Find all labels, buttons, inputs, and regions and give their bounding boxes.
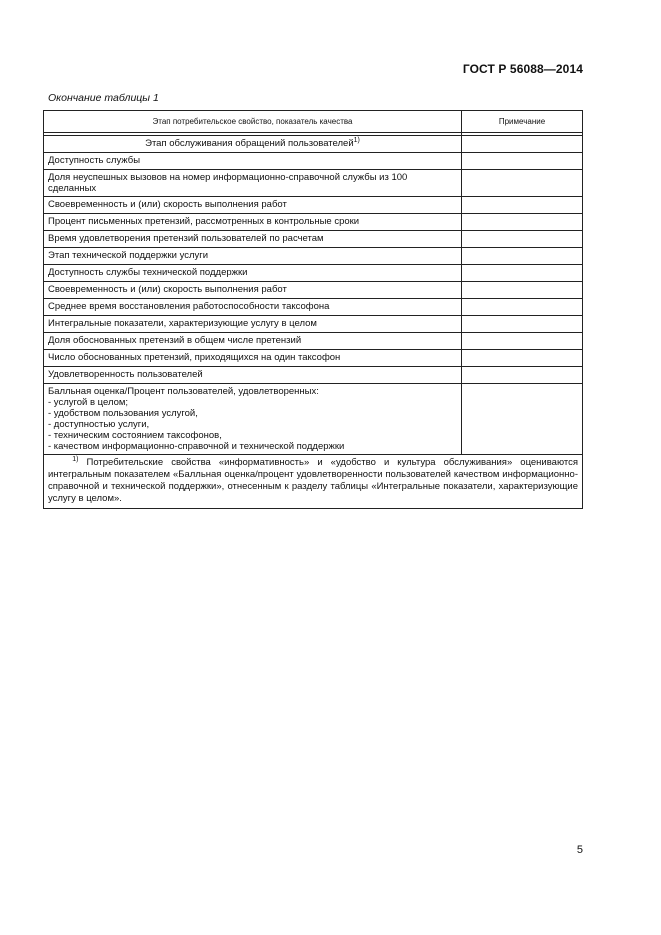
- row-label: Процент письменных претензий, рассмотренных в контрольные сроки: [44, 214, 462, 231]
- note-cell: [462, 197, 583, 214]
- note-cell: [462, 282, 583, 299]
- footnote-ref: 1): [353, 136, 360, 144]
- row-label: Доступность службы технической поддержки: [44, 265, 462, 282]
- note-cell: [462, 316, 583, 333]
- note-cell: [462, 384, 583, 455]
- table-row: [44, 384, 583, 455]
- table-row: [44, 299, 583, 316]
- note-cell: [462, 367, 583, 384]
- note-cell: [462, 136, 583, 153]
- row-label: Своевременность и (или) скорость выполнения работ: [44, 282, 462, 299]
- stage-cell: [44, 136, 462, 153]
- table-row: [44, 136, 583, 153]
- note-cell: [462, 170, 583, 197]
- table-row: [44, 265, 583, 282]
- column-header-note: Примечание: [462, 111, 583, 133]
- list-line: - удобством пользования услугой,: [48, 408, 198, 419]
- table-row: [44, 333, 583, 350]
- row-label: Своевременность и (или) скорость выполнения работ: [44, 197, 462, 214]
- note-cell: [462, 248, 583, 265]
- row-label: Интегральные показатели, характеризующие услугу в целом: [44, 316, 462, 333]
- column-header-indicator: Этап потребительское свойство, показатель качества: [44, 111, 462, 133]
- row-label: Доля обоснованных претензий в общем числе претензий: [44, 333, 462, 350]
- table-row: [44, 316, 583, 333]
- table-row: [44, 367, 583, 384]
- row-label: Этап обслуживания обращений пользователей: [145, 138, 354, 149]
- table-row: [44, 350, 583, 367]
- quality-indicators-table: [43, 110, 583, 509]
- row-label: Удовлетворенность пользователей: [44, 367, 462, 384]
- note-cell: [462, 350, 583, 367]
- list-line: Балльная оценка/Процент пользователей, удовлетворенных:: [48, 386, 319, 397]
- list-line: - услугой в целом;: [48, 397, 129, 408]
- row-label: Доля неуспешных вызовов на номер информационно-справочной службы из 100 сделанных: [44, 170, 462, 197]
- footnote-marker: 1): [72, 455, 79, 463]
- note-cell: [462, 214, 583, 231]
- list-line: - доступностью услуги,: [48, 419, 150, 430]
- table-row: [44, 153, 583, 170]
- table-row: [44, 197, 583, 214]
- list-line: - техническим состоянием таксофонов,: [48, 430, 222, 441]
- table-row: [44, 170, 583, 197]
- row-label: Время удовлетворения претензий пользователей по расчетам: [44, 231, 462, 248]
- table-header-row: [44, 111, 583, 133]
- document-code: ГОСТ Р 56088—2014: [462, 62, 583, 76]
- table-caption: Окончание таблицы 1: [48, 92, 159, 104]
- row-label: Этап технической поддержки услуги: [44, 248, 462, 265]
- footnote-text: Потребительские свойства «информативность» и «удобство и культура обслуживания» оцениваются интегральным показателем «Балльная оценка/процент удовлетворенности пользователей качеством информационно-справочной и технической поддержки», отнесенным к разделу таблицы «Интегральные показатели, характеризующие услугу в целом».: [48, 457, 579, 504]
- page-number: 5: [576, 844, 583, 856]
- note-cell: [462, 153, 583, 170]
- note-cell: [462, 333, 583, 350]
- row-label: Среднее время восстановления работоспособности таксофона: [44, 299, 462, 316]
- note-cell: [462, 231, 583, 248]
- footnote-row: [44, 455, 583, 509]
- table-row: [44, 231, 583, 248]
- table-row: [44, 248, 583, 265]
- table-row: [44, 214, 583, 231]
- note-cell: [462, 299, 583, 316]
- row-label: Число обоснованных претензий, приходящихся на один таксофон: [44, 350, 462, 367]
- footnote-cell: [44, 455, 583, 509]
- multi-line-cell: [44, 384, 462, 455]
- note-cell: [462, 265, 583, 282]
- table-row: [44, 282, 583, 299]
- list-line: - качеством информационно-справочной и технической поддержки: [48, 441, 345, 452]
- row-label: Доступность службы: [44, 153, 462, 170]
